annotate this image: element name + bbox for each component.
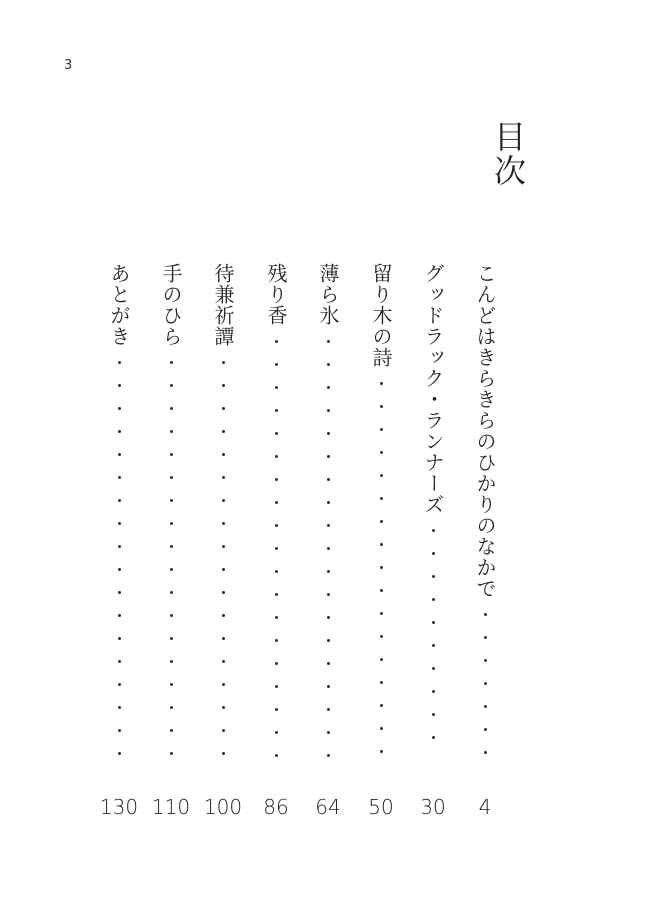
toc-entry-page: 64: [315, 795, 341, 819]
leader-dot: [327, 478, 330, 481]
leader-dot: [327, 340, 330, 343]
leader-dot: [380, 474, 383, 477]
leader-dot: [170, 660, 173, 663]
leader-dot: [327, 570, 330, 573]
leader-dot: [432, 667, 435, 670]
leader-dot: [275, 340, 278, 343]
leader-dot: [170, 499, 173, 502]
leader-dot: [222, 499, 225, 502]
leader-dot: [275, 708, 278, 711]
leader-dot: [484, 751, 487, 754]
toc-entry-title: 待兼祈譚: [211, 263, 235, 347]
leader-dot: [170, 752, 173, 755]
toc-entry-title: 留り木の詩: [369, 263, 393, 368]
leader-dot: [327, 524, 330, 527]
leader-dot: [222, 614, 225, 617]
toc-entry-title: グッドラック・ランナーズ: [421, 263, 445, 515]
toc-leader-dots: [156, 361, 186, 780]
leader-dot: [170, 453, 173, 456]
leader-dot: [118, 660, 121, 663]
leader-dot: [118, 476, 121, 479]
leader-dot: [380, 681, 383, 684]
leader-dot: [432, 690, 435, 693]
leader-dot: [118, 683, 121, 686]
leader-dot: [327, 547, 330, 550]
leader-dot: [327, 662, 330, 665]
leader-dot: [275, 593, 278, 596]
leader-dot: [170, 545, 173, 548]
toc-leader-dots: [104, 361, 134, 780]
leader-dot: [327, 708, 330, 711]
leader-dot: [222, 637, 225, 640]
leader-dot: [380, 543, 383, 546]
leader-dot: [327, 593, 330, 596]
leader-dot: [222, 591, 225, 594]
leader-dot: [327, 363, 330, 366]
leader-dot: [170, 614, 173, 617]
leader-dot: [275, 547, 278, 550]
toc-entry-page: 100: [203, 795, 243, 819]
toc-leader-dots: [418, 529, 448, 780]
leader-dot: [327, 409, 330, 412]
leader-dot: [275, 731, 278, 734]
leader-dot: [170, 522, 173, 525]
leader-dot: [275, 501, 278, 504]
leader-dot: [222, 430, 225, 433]
leader-dot: [275, 639, 278, 642]
toc-entry-title: 薄ら氷: [316, 263, 340, 326]
leader-dot: [380, 566, 383, 569]
leader-dot: [432, 575, 435, 578]
leader-dot: [327, 639, 330, 642]
leader-dot: [380, 750, 383, 753]
toc-leader-dots: [208, 361, 238, 780]
leader-dot: [484, 659, 487, 662]
toc-entry-page: 4: [478, 795, 492, 819]
toc-entry-title: 手のひら: [159, 263, 183, 347]
leader-dot: [432, 736, 435, 739]
leader-dot: [380, 612, 383, 615]
leader-dot: [275, 455, 278, 458]
leader-dot: [484, 705, 487, 708]
page-number: 3: [64, 58, 73, 73]
leader-dot: [118, 637, 121, 640]
leader-dot: [118, 384, 121, 387]
leader-dot: [118, 361, 121, 364]
leader-dot: [432, 713, 435, 716]
leader-dot: [118, 407, 121, 410]
leader-dot: [170, 476, 173, 479]
leader-dot: [484, 636, 487, 639]
leader-dot: [327, 501, 330, 504]
toc-leader-dots: [261, 340, 291, 780]
leader-dot: [222, 361, 225, 364]
leader-dot: [275, 409, 278, 412]
leader-dot: [380, 428, 383, 431]
leader-dot: [380, 658, 383, 661]
toc-entry-page: 130: [99, 795, 139, 819]
leader-dot: [327, 432, 330, 435]
leader-dot: [118, 522, 121, 525]
leader-dot: [380, 451, 383, 454]
leader-dot: [222, 453, 225, 456]
leader-dot: [170, 706, 173, 709]
leader-dot: [222, 752, 225, 755]
leader-dot: [222, 706, 225, 709]
leader-dot: [222, 568, 225, 571]
leader-dot: [170, 591, 173, 594]
leader-dot: [380, 727, 383, 730]
leader-dot: [380, 382, 383, 385]
leader-dot: [222, 545, 225, 548]
leader-dot: [432, 552, 435, 555]
toc-entry-title: あとがき: [107, 263, 131, 347]
leader-dot: [118, 752, 121, 755]
leader-dot: [484, 613, 487, 616]
leader-dot: [275, 478, 278, 481]
toc-entry-title: 残り香: [264, 263, 288, 326]
leader-dot: [118, 453, 121, 456]
leader-dot: [484, 682, 487, 685]
leader-dot: [327, 731, 330, 734]
leader-dot: [327, 616, 330, 619]
leader-dot: [432, 644, 435, 647]
leader-dot: [118, 706, 121, 709]
leader-dot: [380, 520, 383, 523]
leader-dot: [380, 635, 383, 638]
toc-entry-page: 110: [151, 795, 191, 819]
leader-dot: [432, 621, 435, 624]
leader-dot: [118, 499, 121, 502]
leader-dot: [380, 497, 383, 500]
leader-dot: [170, 407, 173, 410]
leader-dot: [222, 729, 225, 732]
leader-dot: [222, 522, 225, 525]
leader-dot: [327, 455, 330, 458]
leader-dot: [275, 524, 278, 527]
leader-dot: [170, 361, 173, 364]
leader-dot: [484, 728, 487, 731]
leader-dot: [170, 430, 173, 433]
leader-dot: [275, 616, 278, 619]
leader-dot: [118, 568, 121, 571]
leader-dot: [275, 662, 278, 665]
toc-title: 目次: [489, 120, 527, 188]
leader-dot: [118, 591, 121, 594]
leader-dot: [170, 384, 173, 387]
leader-dot: [275, 754, 278, 757]
toc-leader-dots: [366, 382, 396, 780]
leader-dot: [275, 386, 278, 389]
leader-dot: [275, 432, 278, 435]
leader-dot: [327, 685, 330, 688]
leader-dot: [275, 685, 278, 688]
toc-leader-dots: [470, 613, 500, 780]
leader-dot: [222, 683, 225, 686]
toc-leader-dots: [313, 340, 343, 780]
leader-dot: [380, 589, 383, 592]
leader-dot: [275, 363, 278, 366]
leader-dot: [118, 614, 121, 617]
toc-entry-title: こんどはきらきらのひかりのなかで: [473, 263, 497, 599]
leader-dot: [170, 637, 173, 640]
leader-dot: [327, 754, 330, 757]
leader-dot: [432, 529, 435, 532]
leader-dot: [222, 407, 225, 410]
leader-dot: [118, 430, 121, 433]
leader-dot: [380, 405, 383, 408]
leader-dot: [380, 704, 383, 707]
leader-dot: [222, 384, 225, 387]
leader-dot: [118, 729, 121, 732]
toc-entry-page: 86: [263, 795, 289, 819]
leader-dot: [170, 729, 173, 732]
toc-entry-page: 30: [420, 795, 446, 819]
leader-dot: [432, 598, 435, 601]
leader-dot: [327, 386, 330, 389]
leader-dot: [222, 476, 225, 479]
leader-dot: [170, 568, 173, 571]
leader-dot: [222, 660, 225, 663]
leader-dot: [275, 570, 278, 573]
toc-entry-page: 50: [368, 795, 394, 819]
leader-dot: [118, 545, 121, 548]
leader-dot: [170, 683, 173, 686]
